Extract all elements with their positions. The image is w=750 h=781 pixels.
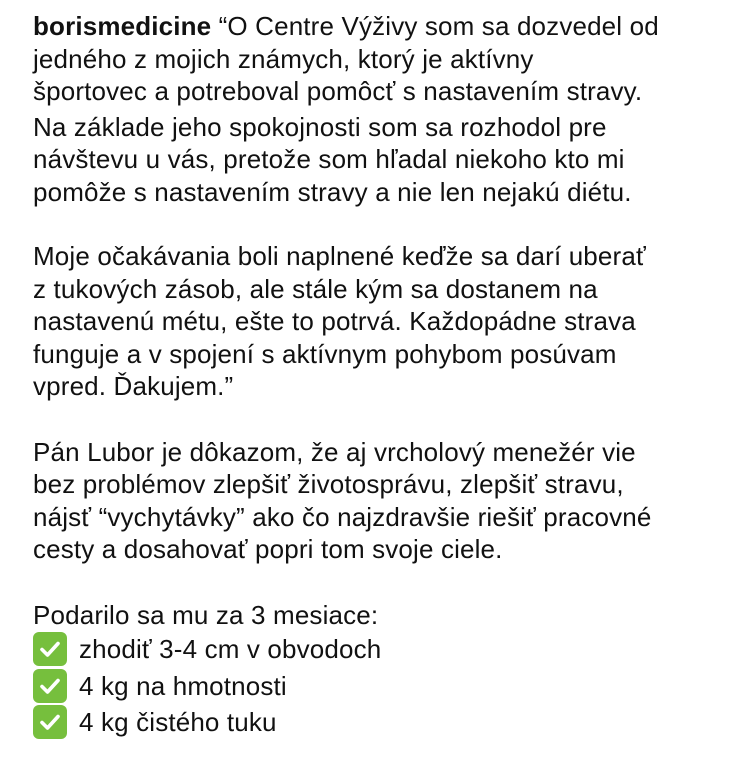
caption-text-line: Pán Lubor je dôkazom, že aj vrcholový menežér vie [33,436,636,467]
checklist-item-label: zhodiť 3-4 cm v obvodoch [79,634,382,664]
caption-text-line: návštevu u vás, pretože som hľadal niekoho kto mi [33,144,625,174]
caption-text-line: nájsť “vychytávky” ako čo najzdravšie riešiť pracovné [33,501,652,532]
caption-first-line [33,10,733,43]
checklist-heading: Podarilo sa mu za 3 mesiace: [33,599,379,630]
checklist-item-label: 4 kg na hmotnosti [79,670,287,701]
caption-text-line: “O Centre Výživy som sa dozvedel od [218,11,659,41]
caption-text-line: nastavenú métu, ešte to potrvá. Každopádne strava [33,306,636,336]
caption-text-line: pomôže s nastavením stravy a nie len nejakú diétu. [33,176,632,207]
checklist-item [33,631,733,668]
checklist-item-label: 4 kg čistého tuku [79,707,277,737]
caption-text-line: cesty a dosahovať popri tom svoje ciele. [33,534,503,564]
caption-text-line: vpred. Ďakujem.” [33,371,234,401]
check-mark-icon [33,632,67,666]
caption-text-line: Na základe jeho spokojnosti som sa rozhodol pre [33,111,607,142]
username-link[interactable]: borismedicine [33,11,212,41]
caption-text-line: športovec a potreboval pomôcť s nastavením stravy. [33,76,643,106]
caption-text-line: funguje a v spojení s aktívnym pohybom posúvam [33,338,617,369]
check-mark-icon [33,705,67,739]
checklist-item [33,668,733,705]
caption-text-line: z tukových zásob, ale stále kým sa dostanem na [33,273,598,304]
caption-text-line: bez problémov zlepšiť životosprávu, zlepšiť stravu, [33,469,624,499]
caption-text-line: Moje očakávania boli naplnené keďže sa darí uberať [33,241,646,271]
caption-text-line: jedného z mojich známych, ktorý je aktívny [33,43,534,74]
checklist-item [33,704,733,741]
check-mark-icon [33,669,67,703]
post-caption [33,10,733,741]
